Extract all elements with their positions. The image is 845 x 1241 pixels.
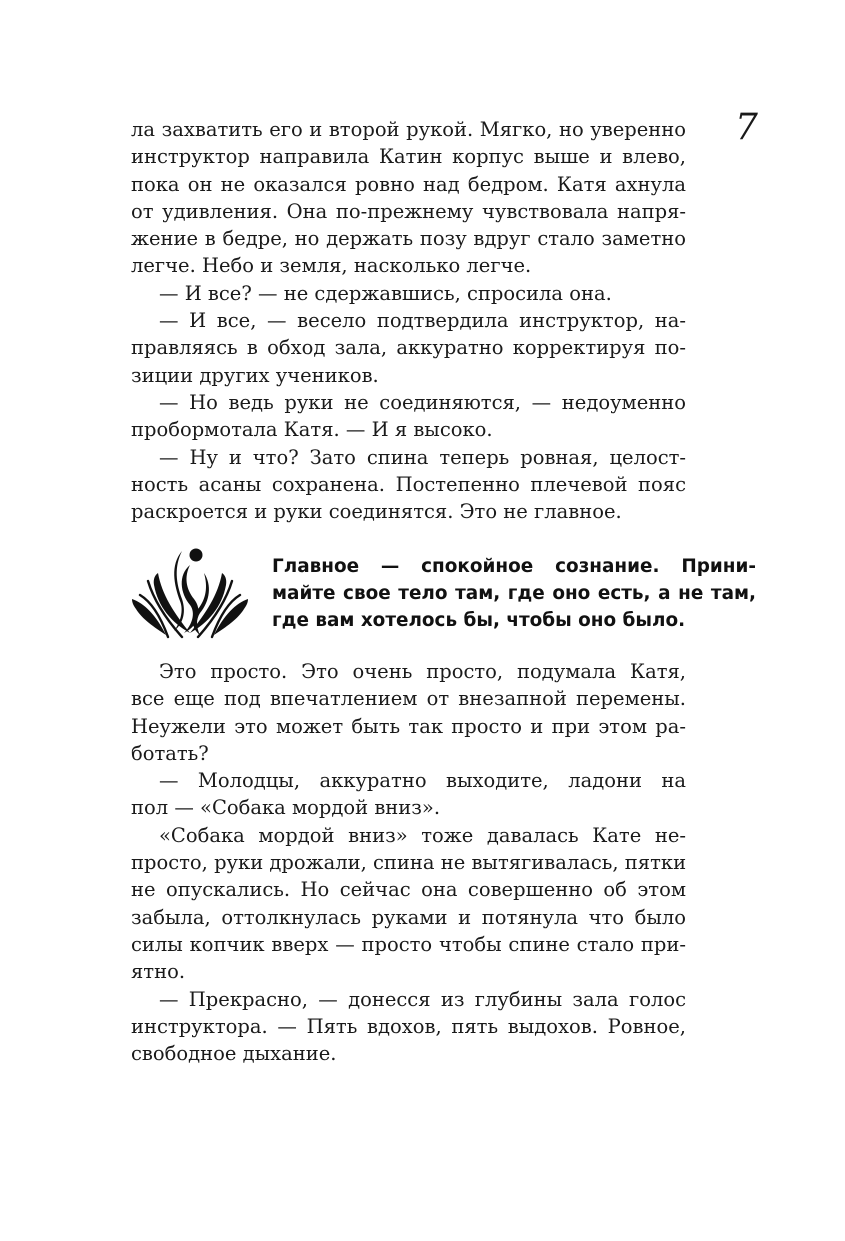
block2-line: «Собака мордой вниз» тоже давалась Кате не- [159,823,686,847]
callout-line: майте свое тело там, где оно есть, а не там, [272,583,756,604]
body-text-block-2 [131,658,686,1067]
block2-line: Неужели это может быть так просто и при этом ра- [131,714,686,738]
block2-line: просто, руки дрожали, спина не вытягивалась, пятки [131,851,687,875]
block1-line: пока он не оказался ровно над бедром. Катя ахнула [131,172,686,196]
callout-line: Главное — спокойное сознание. Прини- [272,556,756,577]
callout-line: где вам хотелось бы, чтобы оно было. [272,610,686,631]
block2-line: ятно. [131,960,186,984]
block2-line: — Прекрасно, — донесся из глубины зала голос [159,987,686,1011]
block1-line: инструктор направила Катин корпус выше и влево, [131,145,686,169]
block1-line: — Но ведь руки не соединяются, — недоуменно [159,390,686,414]
block2-line: инструктора. — Пять вдохов, пять выдохов. Ровное, [131,1014,686,1038]
block2-line: не опускались. Но сейчас она совершенно об этом [131,878,686,902]
block1-line: легче. Небо и земля, насколько легче. [131,254,532,278]
block1-line: — И все? — не сдержавшись, спросила она. [159,281,612,305]
block1-line: — Ну и что? Зато спина теперь ровная, целост- [159,445,686,469]
block1-line: раскроется и руки соединятся. Это не главное. [131,500,622,524]
block1-line: зиции других учеников. [131,363,379,387]
block1-line: правляясь в обход зала, аккуратно корректируя по- [131,336,686,360]
block2-line: забыла, оттолкнулась руками и потянула что было [131,905,686,929]
block2-line: свободное дыхание. [131,1042,337,1066]
block2-line: все еще под впечатлением от внезапной перемены. [131,687,686,711]
block2-line: Это просто. Это очень просто, подумала Катя, [159,660,686,683]
block2-line: — Молодцы, аккуратно выходите, ладони на [159,769,686,793]
block1-line: — И все, — весело подтвердила инструктор, на- [159,309,686,333]
block1-line: от удивления. Она по-прежнему чувствовала напря- [131,199,686,223]
block2-line: ботать? [131,741,209,765]
block2-line: пол — «Собака мордой вниз». [131,796,441,820]
callout-text [272,553,756,634]
block2-line: силы копчик вверх — просто чтобы спине стало при- [131,932,686,956]
lotus-icon [130,545,250,641]
body-text-block-1 [131,116,686,525]
block1-line: пробормотала Катя. — И я высоко. [131,418,493,442]
page-number: 7 [735,107,758,148]
block1-line: ность асаны сохранена. Постепенно плечевой пояс [131,472,686,496]
block1-line: жение в бедре, но держать позу вдруг стало заметно [131,227,686,251]
block1-line: ла захватить его и второй рукой. Мягко, но уверенно [131,118,686,141]
